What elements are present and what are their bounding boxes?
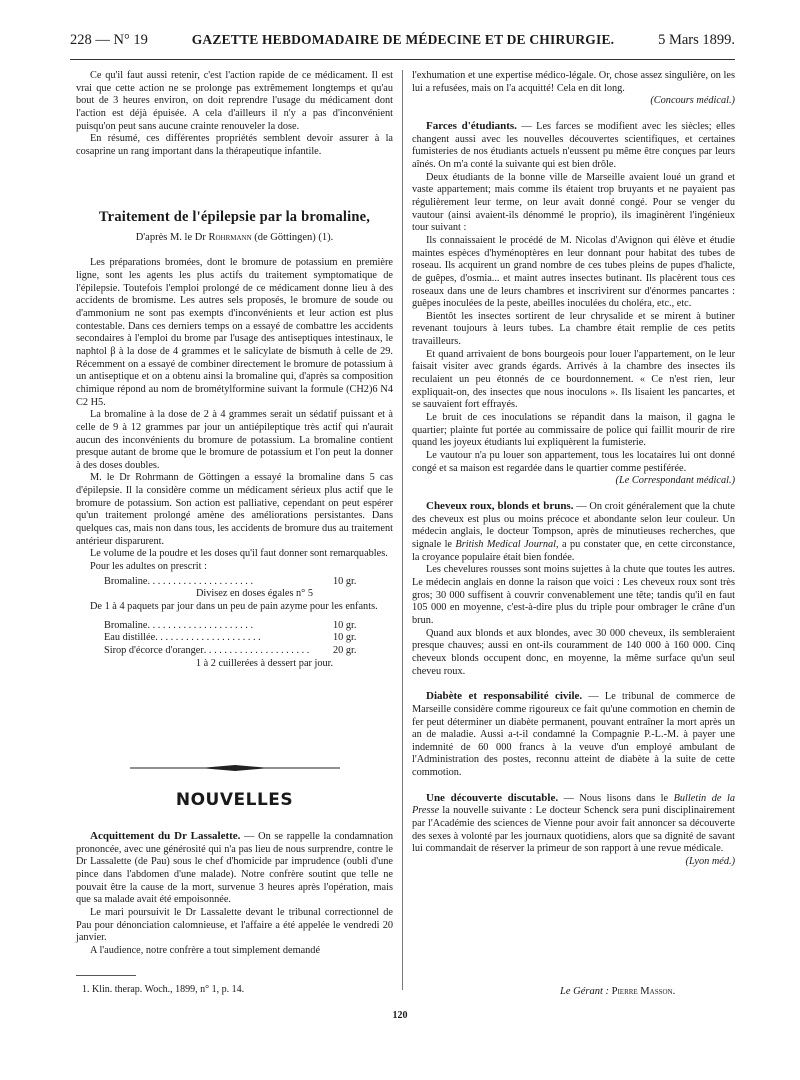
news-body: On se rappelle la condamnation prononcée, avec une générosité qui n'a pas lieu de nous surprendre, contre le Dr Lassalette (de Pau) sous le chef d'homicide par imprudence (oubli d'une pince dans l'abdomen d'une malade). Notre confrère soutint que telle ne pouvait être la cause de la mort, survenue 3 heures après l'opération, mais que sa malade avait été empoisonnée. [76, 831, 394, 906]
issue-date: 5 Mars 1899. [658, 32, 735, 48]
article-byline [76, 232, 393, 245]
ornament-rule [130, 765, 340, 771]
news-paragraph: Les chevelures rousses sont moins sujettes à la chute que toutes les autres. Le médecin anglais en donne la raison que voici : Les cheveux roux sont très gros; 30 000 suffisent à couvrir convenablement une tête; tandis qu'il en faut 105 000 en moyenne, c'est-à-dire plus du triple pour ombrager le crâne d'un brun. [412, 564, 735, 626]
article-paragraph-1: Les préparations bromées, dont le bromure de potassium en première ligne, sont les agents les plus actifs du traitement symptomatique de l'épilepsie. Toutefois l'emploi prolongé de ce médicament donne lieu à des accidents de bromisme. Les autres sels proposés, le bromure de soude ou d'ammonium ne sont pas exempts d'inconvénients et leur action est plus contestable. Dans ces derniers temps on a essayé de combattre les accidents secondaires à l'emploi du brome par l'usage des antiseptiques intestinaux, le naphtol β à la dose de 4 grammes et le salicylate de bismuth à celle de 29. Récemment on a essayé de combiner directement le bromure de potassium à un antiseptique et on a obtenu ainsi la bromaline qui, d'après sa composition chimique répond au nom de brométylformine suivant la formule (CH2)6 N4 C2 H5. [76, 257, 393, 408]
news-body: Nous lisons dans le [579, 792, 669, 804]
prescription-line: Eau distillée . . . . . . . . . . . . . . . . . . . . . 10 gr. [76, 632, 393, 645]
source-citation: (Concours médical.) [650, 95, 735, 107]
continuation-text: l'exhumation et une expertise médico-légale. Or, chose assez singulière, on les lui a refusées, mais on l'a acquitté! Cela en dit long. [412, 70, 735, 94]
rx-dose: 20 gr. [333, 645, 357, 657]
rx-dose: 10 gr. [333, 575, 357, 587]
rx-dose: 10 gr. [333, 619, 357, 631]
news-paragraph: Bientôt les insectes sortirent de leur chrysalide et se mirent à butiner revenant toujours à leurs tubes. La chambre était remplie de ces petits travailleurs. [412, 310, 735, 348]
header-rule [70, 59, 735, 60]
news-paragraph: Le vautour n'a pu louer son appartement, tous les locataires lui ont donné congé et sa maison est regardée dans le quartier comme pestiférée. [412, 450, 735, 474]
journal-name: Bulletin de la Presse [412, 792, 735, 817]
news-body-cont: , a pu constater que, en cette circonstance, la croyance populaire était bien fondée. [412, 538, 736, 563]
rx-name: Bromaline [104, 575, 148, 587]
news-body: On croit généralement que la chute des cheveux est plus ou moins précoce et abondante selon leur couleur. Un médecin anglais, le docteur Tompson, après de minutieuses recherches, que signale le [412, 501, 735, 550]
page-issue-number: 228 — N° 19 [70, 32, 148, 48]
column-divider [402, 70, 403, 990]
news-paragraph: Le bruit de ces inoculations se répandit dans la maison, il gagna le quartier; plainte fut portée au commissaire de police qui faillit mourir de rire quand les joyeux étudiants lui expliquèrent la fumisterie. [412, 412, 735, 449]
news-paragraph-3: A l'audience, notre confrère a tout simplement demandé [90, 944, 321, 956]
news-body: Le tribunal de commerce de Marseille considère comme rigoureux ce fait qu'une commotion en chemin de fer peut déterminer un diabète permanent, pouvant entraîner la mort après un an de maladie. Aussi a-t-il condamné la Compagnie P.-L.-M. à payer une indemnité de 60 000 francs à la veuve d'un employé ambulant de l'Administration des postes, reconnu atteint de diabète à la suite de cette commotion. [412, 691, 736, 779]
news-body-cont: la nouvelle suivante : Le docteur Schenck sera puni disciplinairement par l'Académie des sciences de Vienne pour avoir fait annoncer sa découverte des sexes à volonté par les journaux quotidiens, alors que sa dignité de savant lui commandait de réserver la primeur de son rapport à une revue médicale. [412, 805, 736, 855]
intro-paragraph-2: En résumé, ces différentes propriétés semblent devoir assurer à la cosaprine un rang important dans la thérapeutique infantile. [76, 133, 393, 157]
source-line [412, 475, 735, 488]
source-line [412, 856, 735, 869]
byline-prefix: D'après M. le Dr [135, 232, 206, 244]
rx-name: Sirop d'écorce d'oranger [104, 645, 204, 657]
news-title: Acquittement du Dr Lassalette. [90, 830, 241, 842]
news-title: Farces d'étudiants. [426, 119, 517, 132]
journal-name: British Medical Journal [455, 538, 557, 550]
rx-name: Eau distillée [104, 632, 156, 644]
manager-name: Pierre Masson. [611, 986, 676, 997]
news-paragraph: Et quand arrivaient de bons bourgeois pour louer l'appartement, on le leur faisait visiter avec grands égards. Arrivés à la chambre des insectes ils reculaient un peu étonnés de ce bourdonnement. « Ce n'est rien, leur expliquait-on, des insectes que nous inoculons ». Ils lisaient les pancartes, et se sauvaient fort effrayés. [412, 348, 735, 411]
prescription-2 [76, 620, 393, 671]
intro-paragraph-1: Ce qu'il faut aussi retenir, c'est l'action rapide de ce médicament. Il est vrai que cette action ne se prolonge pas extrêmement longtemps et qu'au bout de 3 heures environ, on doit reprendre l'usage du médicament dont l'action est déjà épuisée. A cela d'ailleurs il n'y a pas d'inconvénient puisqu'on peut sans aucune crainte renouveler la dose. [76, 70, 393, 132]
news-block-left: Acquittement du Dr Lassalette. — On se rappelle la condamnation prononcée, avec une générosité qui n'a pas lieu de nous surprendre, contre le Dr Lassalette (de Pau) sous le chef d'homicide par imprudence (oubli d'une pince dans l'abdomen d'une malade). Notre confrère soutint que telle ne pouvait être la cause de la mort, survenue 3 heures après l'opération, mais que sa malade avait été empoisonnée. Le mari poursuivit le Dr Lassalette devant le tribunal correctionnel de Pau pour dénonciation calomnieuse, et l'affaire a été appelée le vendredi 20 janvier. A l'audience, notre confrère a tout simplement demandé [76, 830, 394, 956]
prescription-1 [76, 576, 393, 601]
news-paragraph: Ils connaissaient le procédé de M. Nicolas d'Avignon qui élève et étudie maintes espèces d'hyménoptères en leur donnant pour habitat des tubes de roseau. Ils acquirent un grand nombre de ces tubes pleins de pupes d'halicte, de guêpes, d'osmia... et maint autres insectes butinant. Ils placèrent tous ces roseaux dans une de leurs chambres et inscrivirent sur d'énormes pancartes : guêpes inoculées de la peste, abeilles inoculées du choléra, etc., etc. [412, 234, 735, 310]
article-paragraph-3: M. le Dr Rohrmann de Göttingen a essayé la bromaline dans 5 cas d'épilepsie. Il la considère comme un médicament sérieux plus actif que le bromure de potassium. Son action est palliative, cependant on peut espérer qu'un traitement prolongé amène des améliorations persistantes. Dans quelques cas, mais non dans tous, les accidents de bromure dus au traitement antérieur disparurent. [76, 472, 393, 547]
manager-label: Le Gérant : [560, 986, 609, 997]
news-title: Cheveux roux, blonds et bruns. [426, 500, 574, 512]
source-citation: (Lyon méd.) [685, 856, 735, 868]
news-title: Diabète et responsabilité civile. [426, 690, 583, 703]
news-paragraph: Quand aux blonds et aux blondes, avec 30 000 cheveux, ils sembleraient presque chauves; aussi en ont-ils couramment de 140 000 à 160 000. Cinq cheveux blonds occupent donc, en moyenne, la même surface qu'un seul cheveu roux. [412, 627, 735, 677]
left-column [76, 70, 393, 670]
section-heading: NOUVELLES [175, 790, 294, 810]
prescription-line: Bromaline . . . . . . . . . . . . . . . . . . . . . 10 gr. [76, 620, 393, 633]
byline-author: Rohrmann [208, 232, 252, 244]
article-paragraph-2: La bromaline à la dose de 2 à 4 grammes serait un sédatif puissant et à celle de 9 à 12 grammes par jour un antiépileptique très actif qui n'aurait aucun des inconvénients du bromure de potassium. La bromaline contient presque autant de brome que le bromure de potassium et l'on peut la donner à des doses doubles. [76, 409, 393, 471]
journal-title: GAZETTE HEBDOMADAIRE DE MÉDECINE ET DE CHIRURGIE. [191, 32, 615, 47]
prescription-line: Bromaline . . . . . . . . . . . . . . . . . . . . . 10 gr. [76, 576, 393, 589]
footnote: 1. Klin. therap. Woch., 1899, n° 1, p. 14. [82, 984, 245, 995]
footnote-rule [76, 975, 136, 976]
publisher-manager [560, 986, 675, 997]
article-paragraph-4: Le volume de la poudre et les doses qu'il faut donner sont remarquables. [90, 548, 388, 560]
article-title: Traitement de l'épilepsie par la bromaline, [98, 208, 371, 225]
news-title: Une découverte discutable. [426, 791, 559, 804]
right-column: l'exhumation et une expertise médico-légale. Or, chose assez singulière, on les lui a refusées, mais on l'a acquitté! Cela en dit long. (Concours médical.) Farces d'étudiants. — Les farces se modifient avec les siècles; elles changent aussi avec les nouvelles découvertes scientifiques, et certaines fumisteries de nos étudiants actuels n'eussent pu même être conçues par leurs aînés. On m'a conté la suivante qui est bien drôle. Deux étudiants de la bonne ville de Marseille avaient loué un grand et vaste appartement; mais comme ils étaient trop bruyants et ne payaient pas régulièrement leur terme, on leur avait donné congé. Pour se venger du vautour (ainsi avaient-ils dénommé le proprio), ils imaginèrent l'ingénieux tour suivant : Ils connaissaient le procédé de M. Nicolas d'Avignon qui élève et étudie maintes espèces d'hyménoptères en leur donnant pour habitat des tubes de roseau. Ils acquirent un grand nombre de ces tubes pleins de pupes d'halicte, de guêpes, d'osmia... et maint autres insectes butinant. Ils placèrent tous ces roseaux dans une de leurs chambres et inscrivirent sur d'énormes pancartes : guêpes inoculées de la peste, abeilles inoculées du choléra, etc., etc. Bientôt les insectes sortirent de leur chrysalide et se mirent à butiner revenant toujours à leurs tubes. La chambre était remplie de ces petits travailleurs. Et quand arrivaient de bons bourgeois pour louer l'appartement, on le leur faisait visiter avec grands égards. Arrivés à la chambre des insectes ils reculaient un peu étonnés de ce bourdonnement. « Ce n'est rien, leur expliquait-on, des insectes que nous inoculons ». Ils lisaient les pancartes, et se sauvaient fort effrayés. Le bruit de ces inoculations se répandit dans la maison, il gagna le quartier; plainte fut portée au commissaire de police qui faillit mourir de rire quand les joyeux étudiants lui expliquèrent la fumisterie. Le vautour n'a pu louer son appartement, tous les locataires lui ont donné congé et sa maison est regardée dans le quartier comme pestiférée. (Le Correspondant médical.) Cheveux roux, blonds et bruns. — On croit généralement que la chute des cheveux est plus ou moins précoce et abondante selon leur couleur. Un médecin anglais, le docteur Tompson, après de minutieuses recherches, que signale le British Medical Journal, a pu constater que, en cette circonstance, la croyance populaire était bien fondée. Les chevelures rousses sont moins sujettes à la chute que toutes les autres. Le médecin anglais en donne la raison que voici : Les cheveux roux sont très gros; 30 000 suffisent à couvrir convenablement une tête; tandis qu'il en faut 105 000 en moyenne, c'est-à-dire plus du triple pour ombrager le crâne d'un brun. Quand aux blonds et aux blondes, avec 30 000 cheveux, ils sembleraient presque chauves; aussi en ont-ils couramment de 140 000 à 160 000. Cinq cheveux blonds occupent donc, en moyenne, la même surface qu'un seul cheveu roux. Diabète et responsabilité civile. — Le tribunal de commerce de Marseille considère comme rigoureux ce fait qu'une commotion en chemin de fer peut déterminer un diabète permanent, pouvant entraîner la mort après un an de maladie. Aussi a-t-il condamné la Compagnie P.-L.-M. à payer une indemnité de 60 000 francs à la veuve d'un employé ambulant de l'Administration des postes, reconnu atteint de diabète à la suite de cette commotion. Une découverte discutable. — Nous lisons dans le Bulletin de la Presse la nouvelle suivante : Le docteur Schenck sera puni disciplinairement par l'Académie des sciences de Vienne pour avoir fait annoncer sa découverte des sexes à volonté par les journaux quotidiens, alors que sa dignité de savant lui commandait de réserver la primeur de son rapport à une revue médicale. (Lyon méd.) [412, 70, 736, 868]
news-paragraph-2: Le mari poursuivit le Dr Lassalette devant le tribunal correctionnel de Pau pour dénonciation calomnieuse, et l'affaire a été appelée le vendredi 20 janvier. [76, 906, 393, 944]
rx-dose: 10 gr. [333, 632, 357, 644]
prescription-note: Divisez en doses égales n° 5 [195, 588, 314, 600]
prescription-line: Sirop d'écorce d'oranger . . . . . . . . . . . . . . . . . . . . . 20 gr. [76, 645, 393, 658]
source-line [412, 95, 735, 108]
page-number: 120 [392, 1010, 408, 1021]
article-paragraph-5: Pour les adultes on prescrit : [90, 561, 207, 573]
running-header [70, 32, 735, 60]
source-citation: (Le Correspondant médical.) [615, 475, 735, 487]
news-body: Les farces se modifient avec les siècles; elles changent aussi avec les nouvelles découvertes scientifiques, et certaines fumisteries de nos étudiants actuels n'eussent pu même être conçues par leurs aînés. On m'a conté la suivante qui est bien drôle. [412, 120, 735, 170]
rx-name: Bromaline [104, 619, 148, 631]
news-paragraph: Deux étudiants de la bonne ville de Marseille avaient loué un grand et vaste appartement; mais comme ils étaient trop bruyants et ne payaient pas régulièrement leur terme, on leur avait donné congé. Pour se venger du vautour (ainsi avaient-ils dénommé le proprio), ils imaginèrent l'ingénieux tour suivant : [412, 171, 735, 234]
article-paragraph-6: De 1 à 4 paquets par jour dans un peu de pain azyme pour les enfants. [90, 601, 378, 613]
byline-suffix: (de Göttingen) (1). [254, 232, 334, 244]
prescription-note: 1 à 2 cuillerées à dessert par jour. [195, 657, 334, 669]
